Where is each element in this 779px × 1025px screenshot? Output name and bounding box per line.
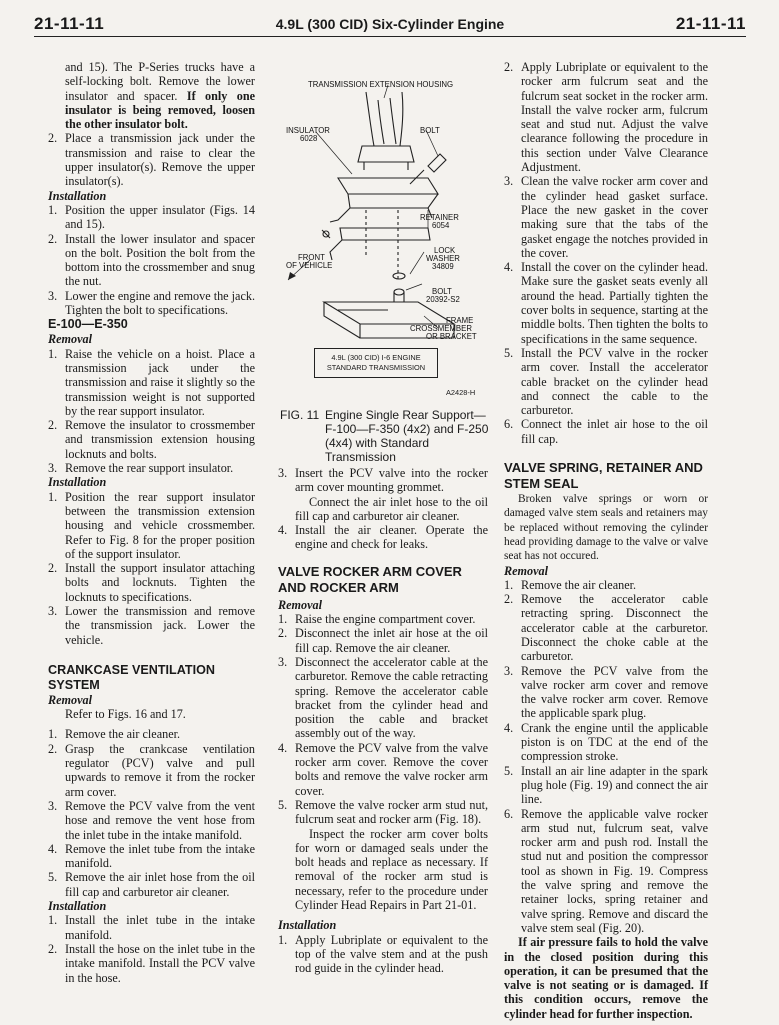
label-insulator-number: 6028 (300, 134, 318, 143)
list-item: 2. Remove the accelerator cable retracting spring. Disconnect the accelerator cable at the carburetor. Disconnect the choke cable at the carburetor. (504, 592, 708, 664)
list-item: 2. Install the hose on the inlet tube in the intake manifold. Install the PCV valve in the hose. (48, 941, 255, 985)
label-transmission-extension-housing: TRANSMISSION EXTENSION HOUSING (308, 80, 454, 89)
column-right (504, 60, 708, 1021)
list-item: 6. Connect the inlet air hose to the oil fill cap. (504, 417, 708, 446)
list-item: 1. Raise the vehicle on a hoist. Place a transmission jack under the transmission and raise it slightly so the transmission weight is not supported by the rear support insulator. (48, 346, 255, 418)
list-item: 4. Remove the PCV valve from the valve rocker arm cover. Remove the cover bolts and remove the valve rocker arm cover. (278, 740, 488, 798)
subheading-removal: Removal (504, 563, 549, 578)
list-item: 4. Crank the engine until the applicable piston is on TDC at the end of the compression stroke. (504, 720, 708, 764)
figure-caption-text: Engine Single Rear Support—F-100—F-350 (4x2) and F-250 (4x4) with Standard Transmission (325, 408, 489, 464)
list-item: 1. Position the rear support insulator between the transmission extension housing and vehicle crossmember. Refer to Fig. 8 for the proper position of the support insulator. (48, 489, 255, 561)
label-insulator: INSULATOR (286, 126, 330, 135)
list-item: 2. Disconnect the inlet air hose at the oil fill cap. Remove the air cleaner. (278, 626, 488, 655)
subheading-removal: Removal (48, 332, 93, 347)
subheading-removal: Removal (48, 692, 93, 707)
list-item: 2. Remove the insulator to crossmember and transmission extension housing locknuts and bolts. (48, 418, 255, 461)
list-item: 1. Remove the air cleaner. (48, 727, 181, 742)
label-bolt-bottom-number: 20392-S2 (426, 295, 460, 304)
list-item: 5. Install an air line adapter in the spark plug hole (Fig. 19) and connect the air line. (504, 763, 708, 807)
subheading-installation: Installation (48, 475, 107, 490)
list-item: 4. Install the cover on the cylinder head. Make sure the gasket seats evenly all around the head. Partially tighten the cover bolts in sequence, starting at the middle bolts. Then tighten the bolts to specifications in the same sequence. (504, 260, 708, 346)
label-crossmember: CROSSMEMBER (410, 324, 472, 333)
list-item: 3. Remove the rear support insulator. (48, 461, 234, 476)
figure-11 (278, 70, 488, 406)
page-number-right: 21-11-11 (675, 14, 746, 33)
label-of-vehicle: OF VEHICLE (286, 261, 333, 270)
figure-spec-line-1: 4.9L (300 CID) I-6 ENGINE (331, 353, 421, 362)
list-item: 2. Install the support insulator attaching bolts and locknuts. Tighten the locknuts to specifications. (48, 561, 255, 604)
figure-caption-label: FIG. 11 (280, 408, 320, 422)
list-item: 1. Apply Lubriplate or equivalent to the top of the valve stem and at the push rod guide in the cylinder head. (278, 932, 488, 976)
label-bolt-bottom: BOLT (432, 287, 452, 296)
subheading-installation: Installation (48, 188, 107, 203)
subheading-removal: Removal (278, 597, 323, 612)
list-item: 2. Apply Lubriplate or equivalent to the rocker arm fulcrum seat and the fulcrum seat socket in the rocker arm. Install the valve rocker arm, fulcrum seat and stud nut. Adjust the valve clearance following the procedure in this section under Valve Clearance Adjustment. (504, 60, 708, 175)
list-item: 3. Lower the engine and remove the jack. Tighten the bolt to specifications. (48, 288, 255, 318)
label-washer-number: 34809 (432, 262, 454, 271)
valve-spring-intro: Broken valve springs or worn or damaged valve stem seals and retainers may be replaced without removing the cylinder head providing damage to the valve or valve seat has not occured. (504, 493, 708, 563)
page-number-left: 21-11-11 (34, 14, 105, 33)
list-item: 3. Remove the PCV valve from the vent hose and remove the vent hose from the inlet tube in the intake manifold. (48, 798, 255, 842)
subheading-installation: Installation (278, 918, 337, 933)
list-item: 3. Insert the PCV valve into the rocker arm cover mounting grommet. (278, 466, 488, 495)
section-heading-valve-rocker-arm-cover: VALVE ROCKER ARM COVER AND ROCKER ARM (278, 563, 462, 595)
subheading-installation: Installation (48, 899, 107, 914)
figure-caption (280, 408, 490, 464)
label-front: FRONT (298, 253, 325, 262)
section-heading-e100: E-100—E-350 (48, 317, 128, 332)
header-rule (34, 36, 746, 37)
list-item: 3. Disconnect the accelerator cable at the carburetor. Remove the cable retracting spring. Remove the accelerator cable bracket from the cylinder head and position the cable and bracket assembly out of the way. (278, 654, 488, 741)
list-item: 1. Position the upper insulator (Figs. 14 and 15). (48, 202, 255, 232)
page-header (34, 12, 746, 38)
list-item: 5. Remove the valve rocker arm stud nut, fulcrum seat and rocker arm (Fig. 18). (278, 797, 488, 827)
inspect-text: Inspect the rocker arm cover bolts for worn or damaged seals under the bolt heads and replace as necessary. If removal of the rocker arm stud is necessary, refer to the procedure under Cylinder Head Repairs in Part 21-01. (295, 826, 488, 913)
label-frame: FRAME (446, 316, 474, 325)
list-item: 4. Install the air cleaner. Operate the engine and check for leaks. (278, 523, 488, 552)
figure-spec-box (314, 348, 438, 378)
list-item: 1. Raise the engine compartment cover. (278, 612, 476, 627)
connect-text: Connect the air inlet hose to the oil fill cap and carburetor air cleaner. (295, 494, 488, 523)
list-item: 1. Remove the air cleaner. (504, 577, 637, 592)
refer-text: Refer to Figs. 16 and 17. (65, 707, 186, 722)
figure-code: A2428-H (446, 388, 476, 397)
label-retainer: RETAINER (420, 213, 459, 222)
figure-spec-line-2: STANDARD TRANSMISSION (326, 363, 426, 372)
label-lock: LOCK (434, 246, 456, 255)
list-item: 2. Install the lower insulator and spacer on the bolt. Position the bolt from the bottom into the crossmember and snug the nut. (48, 231, 255, 289)
list-item: 6. Remove the applicable valve rocker arm stud nut, fulcrum seat, valve rocker arm and push rod. Install the stud nut and position the compressor tool as shown in Fig. 19. Compress the valve spring and remove the retainer locks, spring retainer and valve spring. Remove and discard the valve stem seal (Fig. 20). (504, 806, 708, 935)
list-item: 3. Clean the valve rocker arm cover and the cylinder head gasket surface. Place the new gasket in the cover making sure that the tabs of the gasket engage the notches provided in the cover. (504, 174, 708, 260)
list-item: 1. Install the inlet tube in the intake manifold. (48, 913, 255, 942)
column-left (48, 60, 255, 985)
list-item: 3. Remove the PCV valve from the valve rocker arm cover and remove the valve rocker arm cover. Remove the applicable spark plug. (504, 663, 708, 721)
list-item: 4. Remove the inlet tube from the intake manifold. (48, 841, 255, 871)
label-or-bracket: OR BRACKET (426, 332, 477, 341)
column-middle (278, 466, 488, 976)
list-item: 2. Place a transmission jack under the transmission and raise to clear the upper insulator(s). Remove the upper insulator(s). (48, 131, 255, 189)
page-title: 4.9L (300 CID) Six-Cylinder Engine (275, 16, 505, 32)
list-item: 5. Install the PCV valve in the rocker arm cover. Install the accelerator cable bracket on the cylinder head and connect the cable to the carburetor. (504, 345, 708, 418)
list-item: 5. Remove the air inlet hose from the oil fill cap and carburetor air cleaner. (48, 870, 255, 899)
section-heading-ccv: CRANKCASE VENTILATION SYSTEM (48, 662, 215, 692)
label-washer: WASHER (426, 254, 460, 263)
warning-text: If air pressure fails to hold the valve in the closed position during this operation, it can be presumed that the valve is not seating or is damaged. If this condition occurs, remove the cylinder head for further inspection. (504, 935, 708, 1021)
label-bolt-top: BOLT (420, 126, 440, 135)
label-retainer-number: 6054 (432, 221, 450, 230)
list-item: 3. Lower the transmission and remove the transmission jack. Lower the vehicle. (48, 603, 255, 647)
list-item: 2. Grasp the crankcase ventilation regulator (PCV) valve and pull upwards to remove it from the rocker arm cover. (48, 741, 255, 799)
section-heading-valve-spring: VALVE SPRING, RETAINER AND STEM SEAL (504, 460, 703, 492)
intro-text: and 15). The P-Series trucks have a self-locking bolt. Remove the lower insulator and spacer. If only one insulator is being removed, loosen the other insulator bolt. (65, 60, 256, 132)
